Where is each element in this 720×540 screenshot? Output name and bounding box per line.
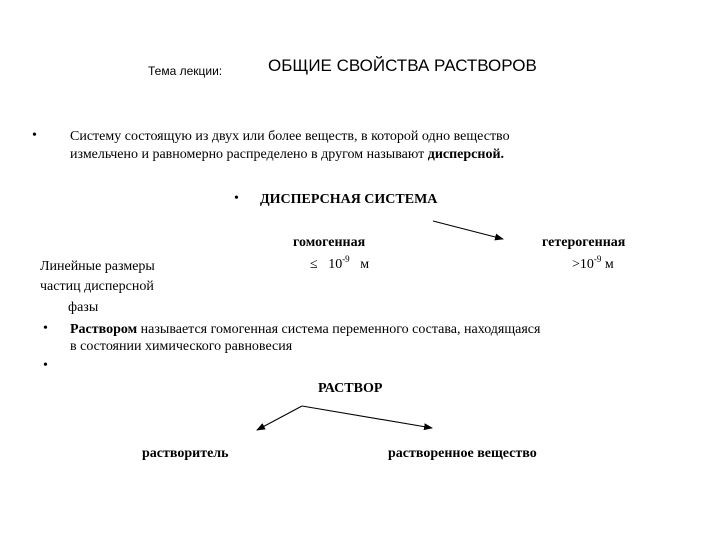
arrow-homogeneous-heterogeneous	[433, 221, 503, 239]
homogeneous-size-base: 10	[328, 257, 343, 272]
definition-line-1: Систему состоящую из двух или более веществ, в которой одно вещество	[70, 129, 510, 144]
lecture-title: ОБЩИЕ СВОЙСТВА РАСТВОРОВ	[268, 56, 537, 75]
homogeneous-size-exponent: -9	[342, 254, 350, 264]
term-solution: Раствором	[70, 322, 138, 337]
term-dispersed: дисперсной.	[427, 147, 505, 162]
particle-size-label-line-3: фазы	[68, 300, 99, 315]
heterogeneous-label: гетерогенная	[542, 235, 626, 250]
dispersed-system-heading: ДИСПЕРСНАЯ СИСТЕМА	[260, 192, 438, 207]
solute-label: растворенное вещество	[388, 446, 537, 461]
arrow-solution-to-solvent	[257, 406, 302, 430]
definition-line-2-text: измельчено и равномерно распределено в другом называют	[70, 147, 428, 162]
heterogeneous-size-unit: м	[601, 257, 614, 272]
particle-size-label-line-2: частиц дисперсной	[40, 279, 154, 294]
homogeneous-size-unit: м	[360, 257, 370, 272]
bullet-2: •	[234, 191, 239, 206]
solvent-label: растворитель	[142, 446, 229, 461]
heterogeneous-size-prefix: >10	[572, 257, 594, 272]
bullet-3: •	[43, 321, 48, 336]
solution-heading: РАСТВОР	[318, 381, 383, 396]
homogeneous-label: гомогенная	[293, 235, 366, 250]
lecture-topic-label: Тема лекции:	[148, 64, 223, 78]
less-equal-symbol: ≤	[310, 257, 318, 272]
bullet-1: •	[32, 128, 37, 143]
particle-size-label-line-1: Линейные размеры	[40, 259, 155, 274]
arrow-solution-to-solute	[302, 406, 432, 428]
bullet-4: •	[43, 358, 48, 373]
solution-definition-line-1-text: называется гомогенная система переменного состава, находящаяся	[137, 322, 541, 337]
heterogeneous-size-exponent: -9	[593, 254, 602, 264]
solution-definition-line-2: в состоянии химического равновесия	[70, 339, 293, 354]
